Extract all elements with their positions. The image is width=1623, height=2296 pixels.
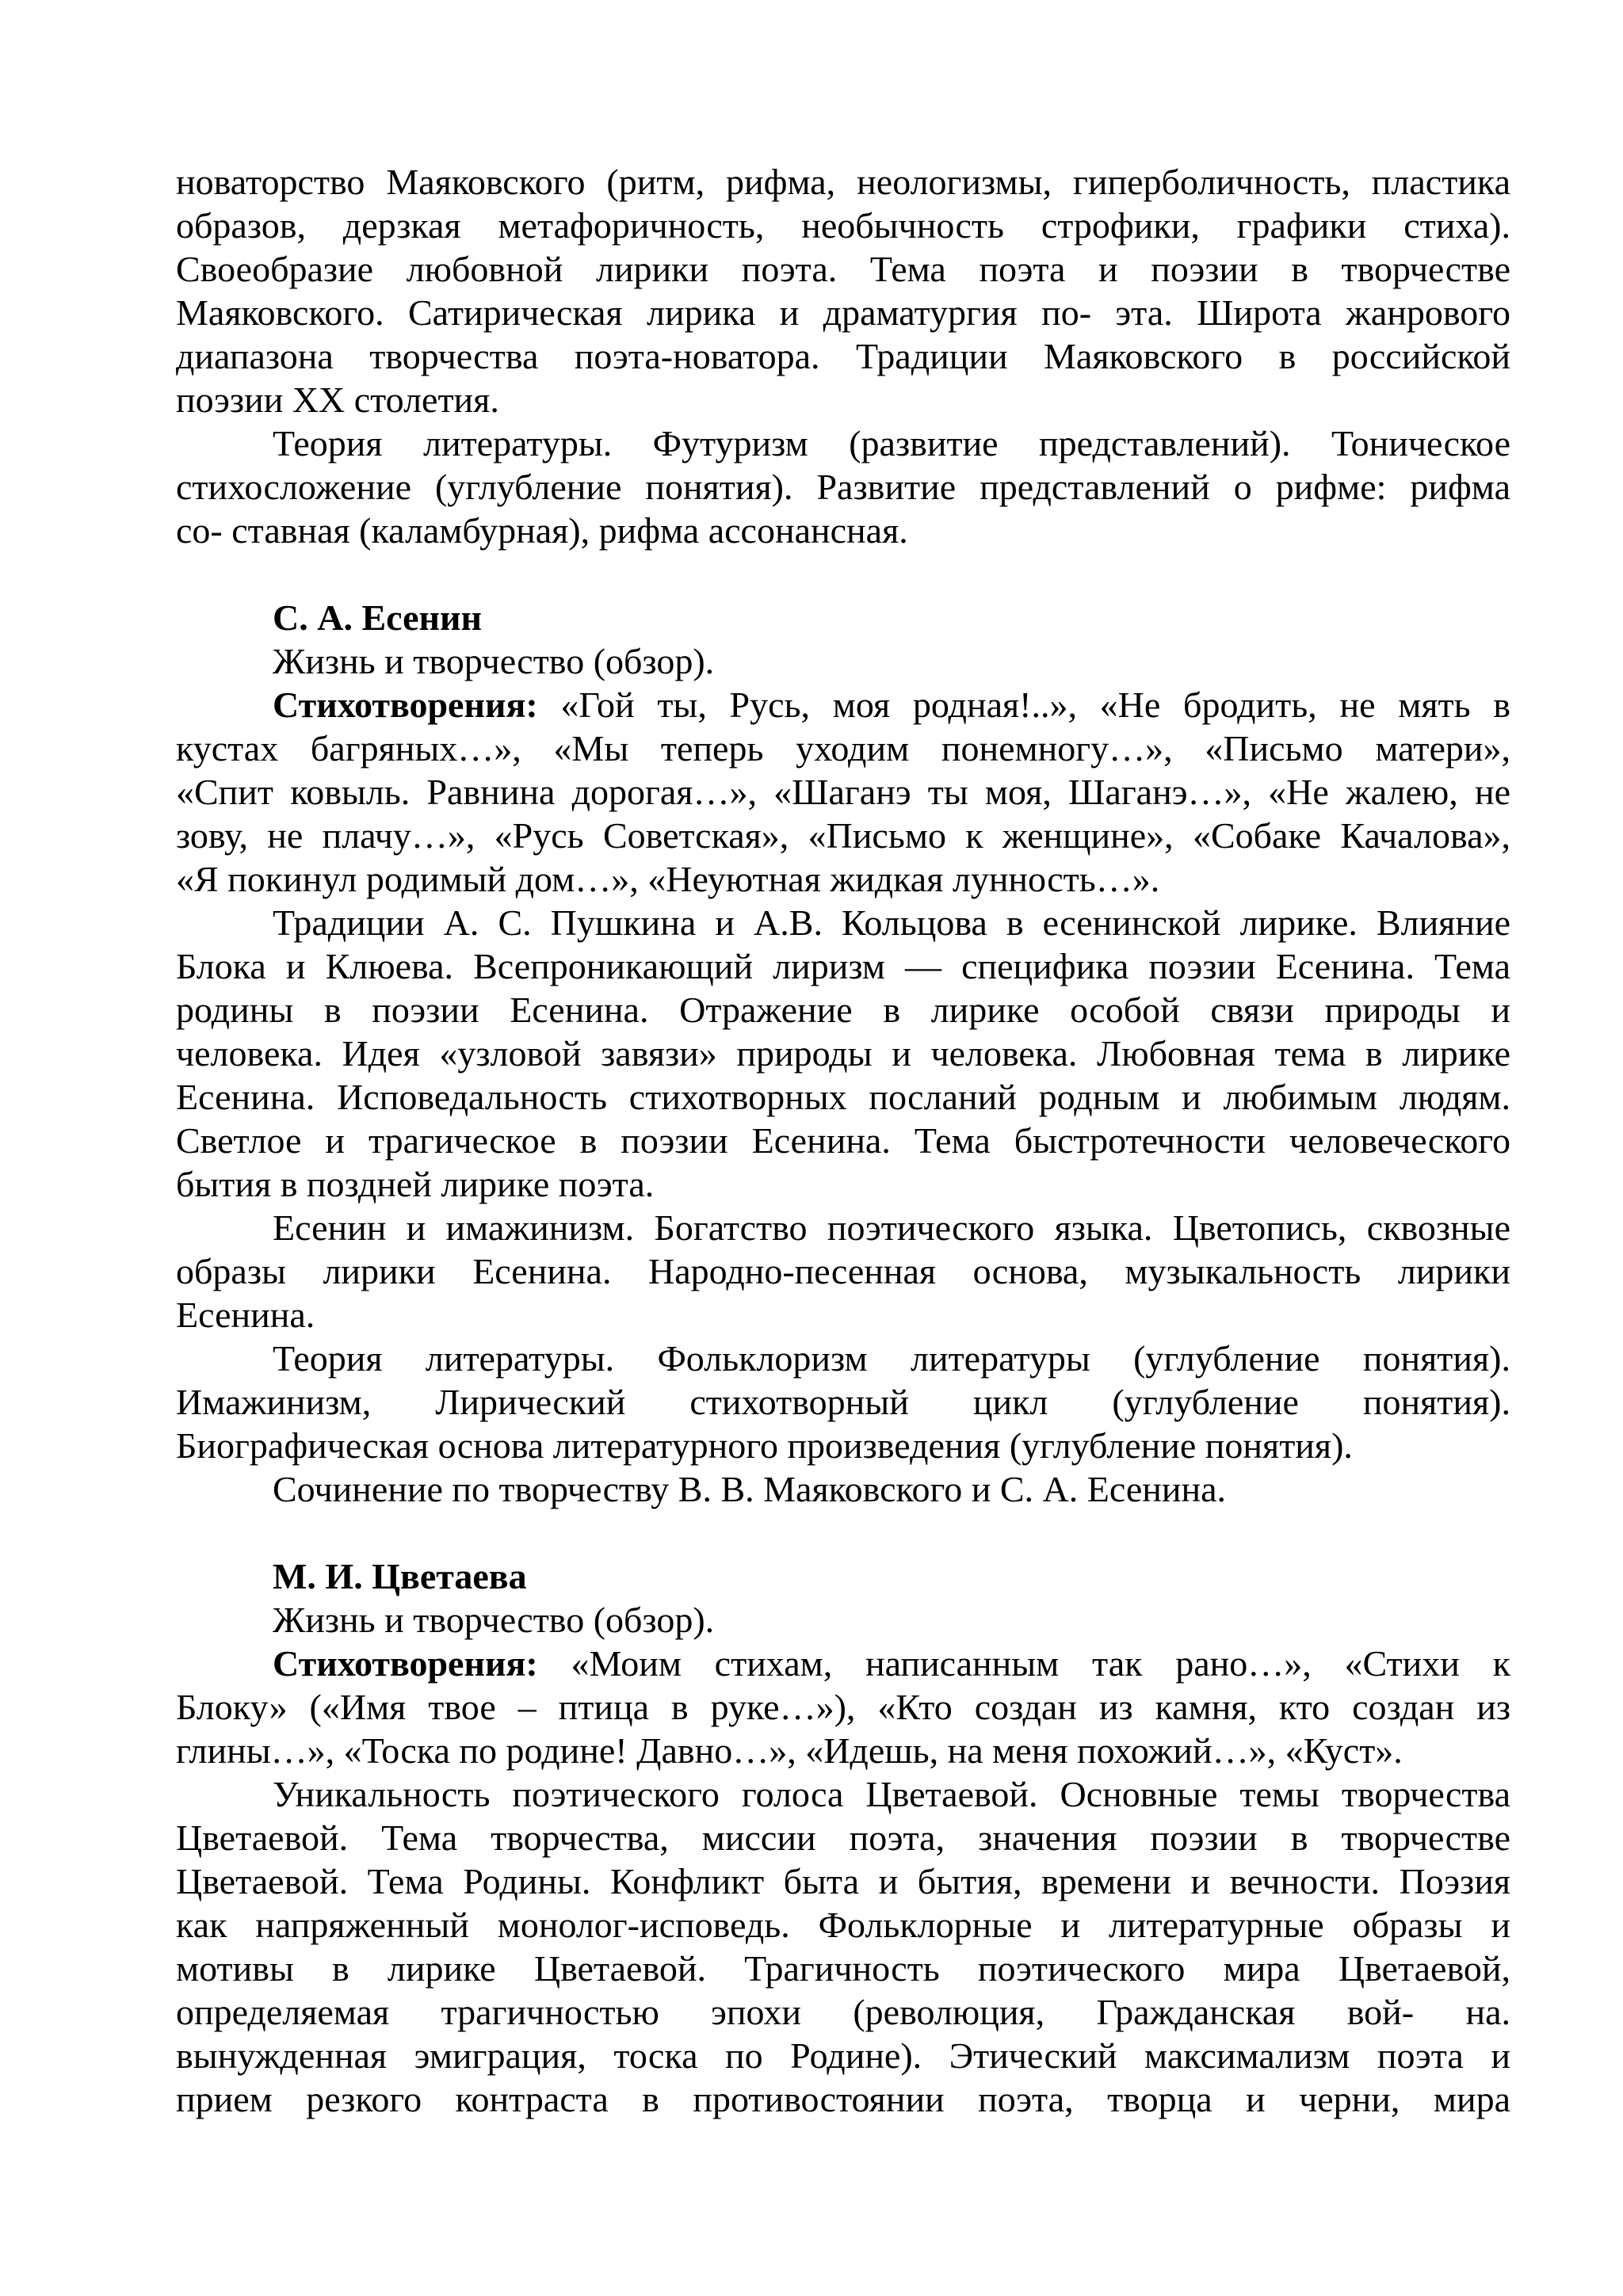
text-line: стихосложение (углубление понятия). Развитие представлений о рифме: рифма (176, 467, 1510, 507)
text-line: бытия в поздней лирике поэта. (176, 1164, 655, 1204)
text-line: вынужденная эмиграция, тоска по Родине). Этический максимализм поэта и (176, 2035, 1510, 2076)
text-line: глины…», «Тоска по родине! Давно…», «Идешь, на меня похожий…», «Куст». (176, 1730, 1403, 1771)
paragraph-esenin-imaginism (176, 1206, 1510, 1337)
paragraph-mayakovsky-innovation (176, 160, 1510, 421)
text-line: диапазона творчества поэта-новатора. Традиции Маяковского в российской (176, 336, 1510, 376)
text-line: Маяковского. Сатирическая лирика и драматургия по- эта. Широта жанрового (176, 292, 1510, 333)
text-line: Своеобразие любовной лирики поэта. Тема поэта и поэзии в творчестве (176, 249, 1510, 289)
text-line: Теория литературы. Футуризм (развитие представлений). Тоническое (273, 423, 1510, 463)
section-subheading: Жизнь и творчество (обзор). (273, 641, 715, 681)
section-heading: С. А. Есенин (273, 597, 483, 638)
text-line: родины в поэзии Есенина. Отражение в лирике особой связи природы и (176, 990, 1510, 1030)
poems-label: Стихотворения: (273, 685, 538, 725)
text-line: Теория литературы. Фольклоризм литературы (углубление понятия). (273, 1338, 1510, 1379)
text-line: определяемая трагичностью эпохи (революция, Гражданская вой- на. (176, 1992, 1510, 2032)
text-line: «Спит ковыль. Равнина дорогая…», «Шаганэ ты моя, Шаганэ…», «Не жалею, не (176, 772, 1510, 812)
text-line: Блоку» («Имя твое – птица в руке…»), «Кто создан из камня, кто создан из (176, 1687, 1510, 1727)
text-line: Цветаевой. Тема творчества, миссии поэта, значения поэзии в творчестве (176, 1817, 1510, 1858)
text-line: как напряженный монолог-исповедь. Фольклорные и литературные образы и (176, 1905, 1510, 1945)
text-line: Светлое и трагическое в поэзии Есенина. Тема быстротечности человеческого (176, 1120, 1510, 1161)
text-line: Имажинизм, Лирический стихотворный цикл (углубление понятия). (176, 1382, 1510, 1422)
text-line: поэзии XX столетия. (176, 379, 499, 420)
text-line: Есенина. Исповедальность стихотворных посланий родным и любимым людям. (176, 1077, 1510, 1117)
text-line: «Я покинул родимый дом…», «Неуютная жидкая лунность…». (176, 859, 1160, 899)
paragraph-theory-futurism (176, 421, 1510, 552)
section-tsvetaeva (176, 1554, 1510, 1772)
poems-list-start: «Гой ты, Русь, моя родная!..», «Не бродить, не мять в (537, 685, 1510, 725)
paragraph-theory-folklorism (176, 1337, 1510, 1511)
paragraph-tsvetaeva-uniqueness (176, 1772, 1510, 2121)
text-line (176, 683, 1510, 727)
section-subheading: Жизнь и творчество (обзор). (273, 1600, 715, 1640)
text-line: человека. Идея «узловой завязи» природы и человека. Любовная тема в лирике (176, 1033, 1510, 1074)
text-line: новаторство Маяковского (ритм, рифма, неологизмы, гиперболичность, пластика (176, 162, 1510, 202)
text-line: Есенин и имажинизм. Богатство поэтического языка. Цветопись, сквозные (273, 1207, 1510, 1248)
text-line: Блока и Клюева. Всепроникающий лиризм — специфика поэзии Есенина. Тема (176, 946, 1510, 986)
poems-list-start: «Моим стихам, написанным так рано…», «Стихи к (537, 1643, 1510, 1684)
section-esenin (176, 596, 1510, 901)
paragraph-esenin-traditions (176, 901, 1510, 1206)
text-line (176, 1642, 1510, 1685)
text-line: зову, не плачу…», «Русь Советская», «Письмо к женщине», «Собаке Качалова», (176, 815, 1510, 856)
text-line: Есенина. (176, 1295, 315, 1335)
text-line: образов, дерзкая метафоричность, необычность строфики, графики стиха). (176, 205, 1510, 246)
text-line: мотивы в лирике Цветаевой. Трагичность поэтического мира Цветаевой, (176, 1948, 1510, 1989)
text-line: прием резкого контраста в противостоянии поэта, творца и черни, мира (176, 2079, 1510, 2119)
text-line: Сочинение по творчеству В. В. Маяковского и С. А. Есенина. (273, 1469, 1227, 1509)
text-line: образы лирики Есенина. Народно-песенная основа, музыкальность лирики (176, 1251, 1510, 1291)
text-line: Цветаевой. Тема Родины. Конфликт быта и бытия, времени и вечности. Поэзия (176, 1861, 1510, 1901)
text-line: Уникальность поэтического голоса Цветаевой. Основные темы творчества (273, 1774, 1510, 1814)
text-line: кустах багряных…», «Мы теперь уходим понемногу…», «Письмо матери», (176, 728, 1510, 769)
section-heading: М. И. Цветаева (273, 1556, 527, 1596)
text-line: со- ставная (каламбурная), рифма ассонансная. (176, 510, 908, 551)
poems-label: Стихотворения: (273, 1643, 538, 1684)
text-line: Биографическая основа литературного произведения (углубление понятия). (176, 1425, 1353, 1466)
text-line: Традиции А. С. Пушкина и А.В. Кольцова в есенинской лирике. Влияние (273, 902, 1510, 943)
